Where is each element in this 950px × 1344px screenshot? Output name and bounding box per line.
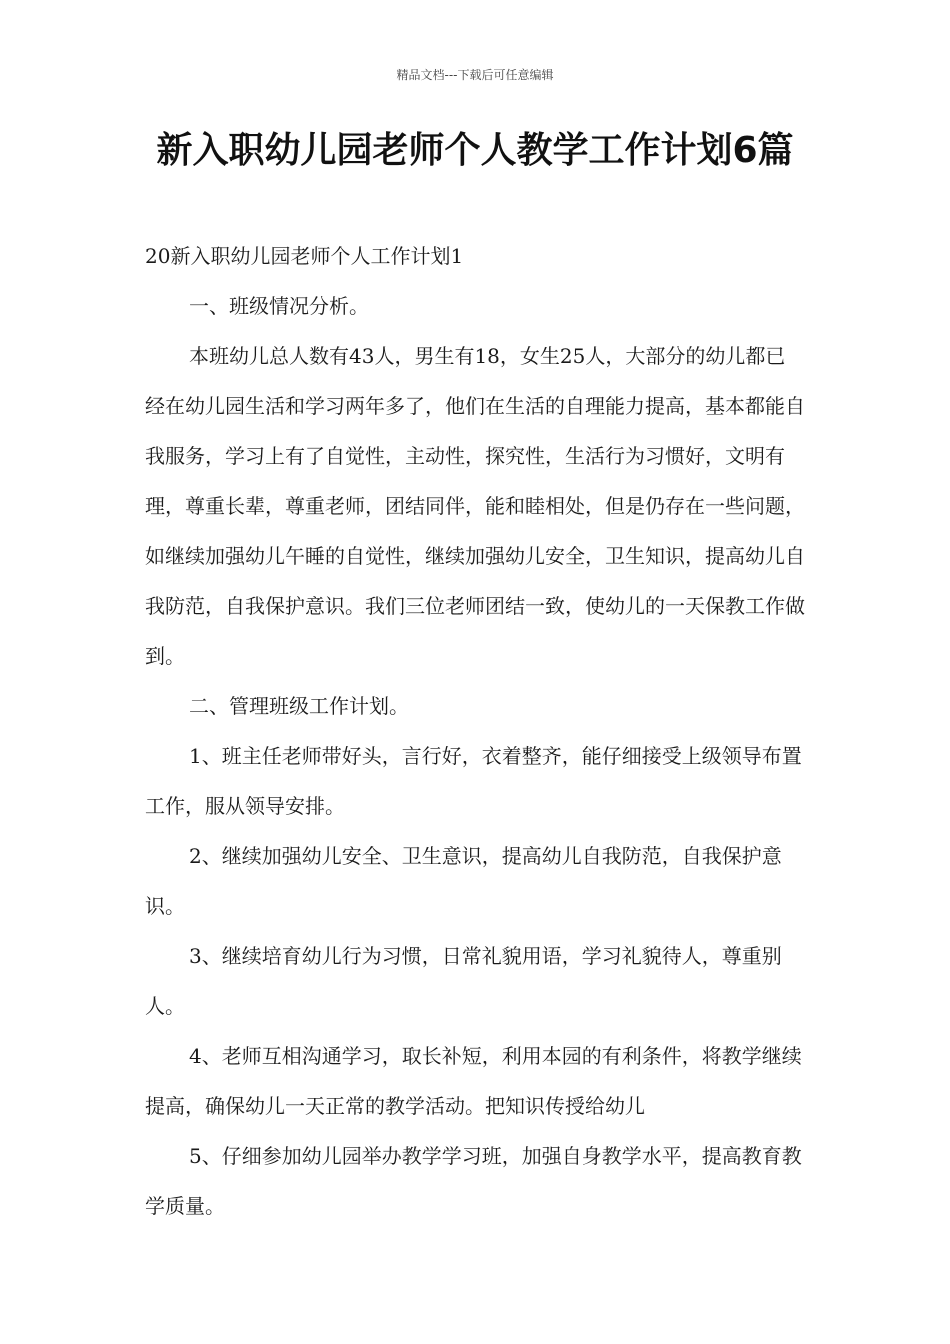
subheading: 一、班级情况分析。 [189, 294, 369, 318]
paragraph: 本班幼儿总人数有43人，男生有18，女生25人，大部分的幼儿都已经在幼儿园生活和学习两年多了，他们在生活的自理能力提高，基本都能自我服务，学习上有了自觉性，主动性，探究性，生活行为习惯好，文明有理，尊重长辈，尊重老师，团结同伴，能和睦相处，但是仍存在一些问题，如继续加强幼儿午睡的自觉性，继续加强幼儿安全，卫生知识，提高幼儿自我防范，自我保护意识。我们三位老师团结一致，使幼儿的一天保教工作做到。 [145, 344, 805, 668]
list-item: 5、仔细参加幼儿园举办教学学习班，加强自身教学水平，提高教育教学质量。 [145, 1144, 802, 1218]
list-item: 2、继续加强幼儿安全、卫生意识，提高幼儿自我防范，自我保护意识。 [145, 844, 782, 918]
subheading: 二、管理班级工作计划。 [189, 694, 409, 718]
list-item: 1、班主任老师带好头，言行好，衣着整齐，能仔细接受上级领导布置工作，服从领导安排。 [145, 744, 802, 818]
header-note: 精品文档---下载后可任意编辑 [396, 68, 554, 82]
document-title: 新入职幼儿园老师个人教学工作计划6篇 [156, 130, 794, 171]
document-body [145, 231, 805, 1231]
list-item: 3、继续培育幼儿行为习惯，日常礼貌用语，学习礼貌待人，尊重别人。 [145, 944, 782, 1018]
list-item: 4、老师互相沟通学习，取长补短，利用本园的有利条件，将教学继续提高，确保幼儿一天正常的教学活动。把知识传授给幼儿 [145, 1044, 802, 1118]
section-heading: 20新入职幼儿园老师个人工作计划1 [145, 244, 464, 268]
